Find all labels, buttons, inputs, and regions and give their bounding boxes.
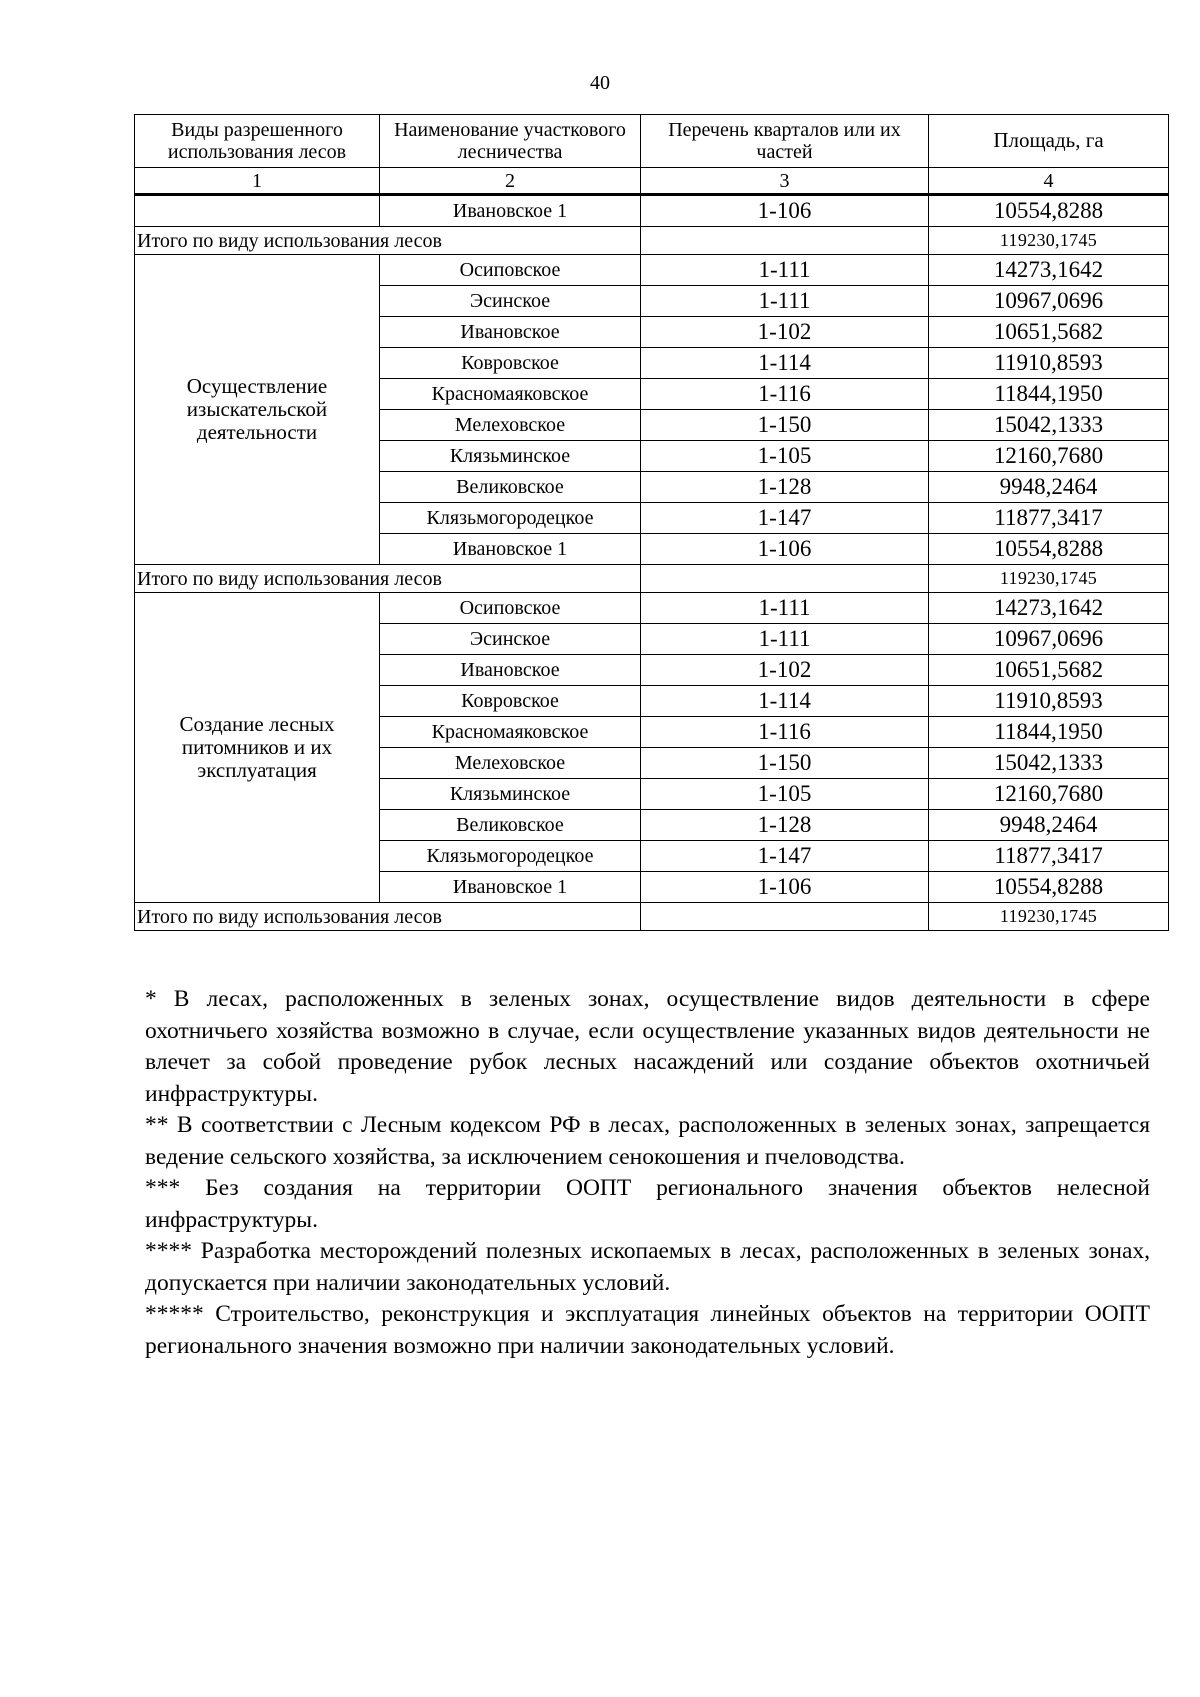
quarters-cell: 1-111 xyxy=(641,286,929,317)
forestry-name-cell: Ковровское xyxy=(380,348,641,379)
footnote: *** Без создания на территории ООПТ регионального значения объектов нелесной инфраструктуры. xyxy=(145,1175,1150,1233)
quarters-cell: 1-111 xyxy=(641,593,929,624)
forestry-name-cell: Мелеховское xyxy=(380,410,641,441)
forestry-name-cell: Осиповское xyxy=(380,593,641,624)
forestry-name-cell: Великовское xyxy=(380,810,641,841)
quarters-cell: 1-102 xyxy=(641,317,929,348)
forestry-name-cell: Великовское xyxy=(380,472,641,503)
footnote: * В лесах, расположенных в зеленых зонах, осуществление видов деятельности в сфере охотничьего хозяйства возможно в случае, если осуществление указанных видов деятельности не влечет за собой проведение рубок лесных насаждений или создание объектов охотничьей инфраструктуры. xyxy=(145,986,1150,1107)
total-row xyxy=(135,903,1169,931)
forestry-name-cell: Клязьминское xyxy=(380,441,641,472)
header-cell-quarters: Перечень кварталов или их частей xyxy=(641,115,929,168)
footnotes xyxy=(145,984,1150,1362)
quarters-cell: 1-116 xyxy=(641,379,929,410)
quarters-cell: 1-114 xyxy=(641,686,929,717)
table-row xyxy=(135,255,1169,286)
total-empty-cell xyxy=(641,565,929,593)
header-row xyxy=(135,115,1169,168)
area-cell: 15042,1333 xyxy=(929,410,1169,441)
forest-use-table xyxy=(134,114,1169,931)
empty-category-cell xyxy=(135,195,380,227)
forestry-name-cell: Красномаяковское xyxy=(380,717,641,748)
quarters-cell: 1-128 xyxy=(641,810,929,841)
area-cell: 11877,3417 xyxy=(929,503,1169,534)
area-cell: 14273,1642 xyxy=(929,593,1169,624)
quarters-cell: 1-111 xyxy=(641,255,929,286)
quarters-cell: 1-150 xyxy=(641,410,929,441)
header-cell-area: Площадь, га xyxy=(929,115,1169,168)
area-cell: 11844,1950 xyxy=(929,379,1169,410)
area-cell: 9948,2464 xyxy=(929,810,1169,841)
forestry-name-cell: Ивановское 1 xyxy=(380,534,641,565)
forestry-name-cell: Ивановское 1 xyxy=(380,872,641,903)
quarters-cell: 1-150 xyxy=(641,748,929,779)
quarters-cell: 1-147 xyxy=(641,841,929,872)
quarters-cell: 1-114 xyxy=(641,348,929,379)
quarters-cell: 1-116 xyxy=(641,717,929,748)
header-cell-forestry: Наименование участкового лесничества xyxy=(380,115,641,168)
quarters-cell: 1-147 xyxy=(641,503,929,534)
area-cell: 12160,7680 xyxy=(929,779,1169,810)
quarters-cell: 1-105 xyxy=(641,441,929,472)
forestry-name-cell: Красномаяковское xyxy=(380,379,641,410)
area-cell: 10554,8288 xyxy=(929,534,1169,565)
table-row xyxy=(135,593,1169,624)
total-empty-cell xyxy=(641,227,929,255)
area-cell: 10651,5682 xyxy=(929,317,1169,348)
header-cell-use-type: Виды разрешенного использования лесов xyxy=(135,115,380,168)
area-cell: 15042,1333 xyxy=(929,748,1169,779)
area-cell: 11910,8593 xyxy=(929,686,1169,717)
total-label: Итого по виду использования лесов xyxy=(135,903,641,931)
area-cell: 10651,5682 xyxy=(929,655,1169,686)
forestry-name-cell: Клязьмогородецкое xyxy=(380,841,641,872)
total-value: 119230,1745 xyxy=(929,565,1169,593)
quarters-cell: 1-105 xyxy=(641,779,929,810)
column-number: 3 xyxy=(641,168,929,195)
area-cell: 9948,2464 xyxy=(929,472,1169,503)
area-cell: 12160,7680 xyxy=(929,441,1169,472)
area-cell: 14273,1642 xyxy=(929,255,1169,286)
category-cell: Создание лесных питомников и их эксплуатация xyxy=(135,593,380,903)
forestry-name-cell: Ивановское xyxy=(380,655,641,686)
forestry-name-cell: Ивановское 1 xyxy=(380,195,641,227)
area-cell: 10967,0696 xyxy=(929,286,1169,317)
quarters-cell: 1-111 xyxy=(641,624,929,655)
quarters-cell: 1-102 xyxy=(641,655,929,686)
forestry-name-cell: Ивановское xyxy=(380,317,641,348)
quarters-cell: 1-106 xyxy=(641,872,929,903)
area-cell: 11877,3417 xyxy=(929,841,1169,872)
column-number: 4 xyxy=(929,168,1169,195)
forestry-name-cell: Осиповское xyxy=(380,255,641,286)
area-cell: 11910,8593 xyxy=(929,348,1169,379)
total-row xyxy=(135,227,1169,255)
forestry-name-cell: Ковровское xyxy=(380,686,641,717)
total-label: Итого по виду использования лесов xyxy=(135,227,641,255)
table-row xyxy=(135,195,1169,227)
total-label: Итого по виду использования лесов xyxy=(135,565,641,593)
total-value: 119230,1745 xyxy=(929,903,1169,931)
forestry-name-cell: Клязьмогородецкое xyxy=(380,503,641,534)
category-cell: Осуществление изыскательской деятельности xyxy=(135,255,380,565)
forestry-name-cell: Эсинское xyxy=(380,624,641,655)
footnote: ***** Строительство, реконструкция и эксплуатация линейных объектов на территории ООПТ регионального значения возможно при наличии законодательных условий. xyxy=(145,1301,1150,1359)
forestry-name-cell: Клязьминское xyxy=(380,779,641,810)
column-number: 1 xyxy=(135,168,380,195)
total-value: 119230,1745 xyxy=(929,227,1169,255)
area-cell: 11844,1950 xyxy=(929,717,1169,748)
area-cell: 10554,8288 xyxy=(929,195,1169,227)
footnote: **** Разработка месторождений полезных ископаемых в лесах, расположенных в зеленых зонах, допускается при наличии законодательных условий. xyxy=(145,1238,1150,1296)
quarters-cell: 1-128 xyxy=(641,472,929,503)
column-number-row xyxy=(135,168,1169,195)
footnote: ** В соответствии с Лесным кодексом РФ в лесах, расположенных в зеленых зонах, запрещается ведение сельского хозяйства, за исключением сенокошения и пчеловодства. xyxy=(145,1112,1150,1170)
area-cell: 10967,0696 xyxy=(929,624,1169,655)
forestry-name-cell: Эсинское xyxy=(380,286,641,317)
total-row xyxy=(135,565,1169,593)
forestry-name-cell: Мелеховское xyxy=(380,748,641,779)
quarters-cell: 1-106 xyxy=(641,195,929,227)
page-number: 40 xyxy=(590,72,610,94)
total-empty-cell xyxy=(641,903,929,931)
column-number: 2 xyxy=(380,168,641,195)
quarters-cell: 1-106 xyxy=(641,534,929,565)
area-cell: 10554,8288 xyxy=(929,872,1169,903)
